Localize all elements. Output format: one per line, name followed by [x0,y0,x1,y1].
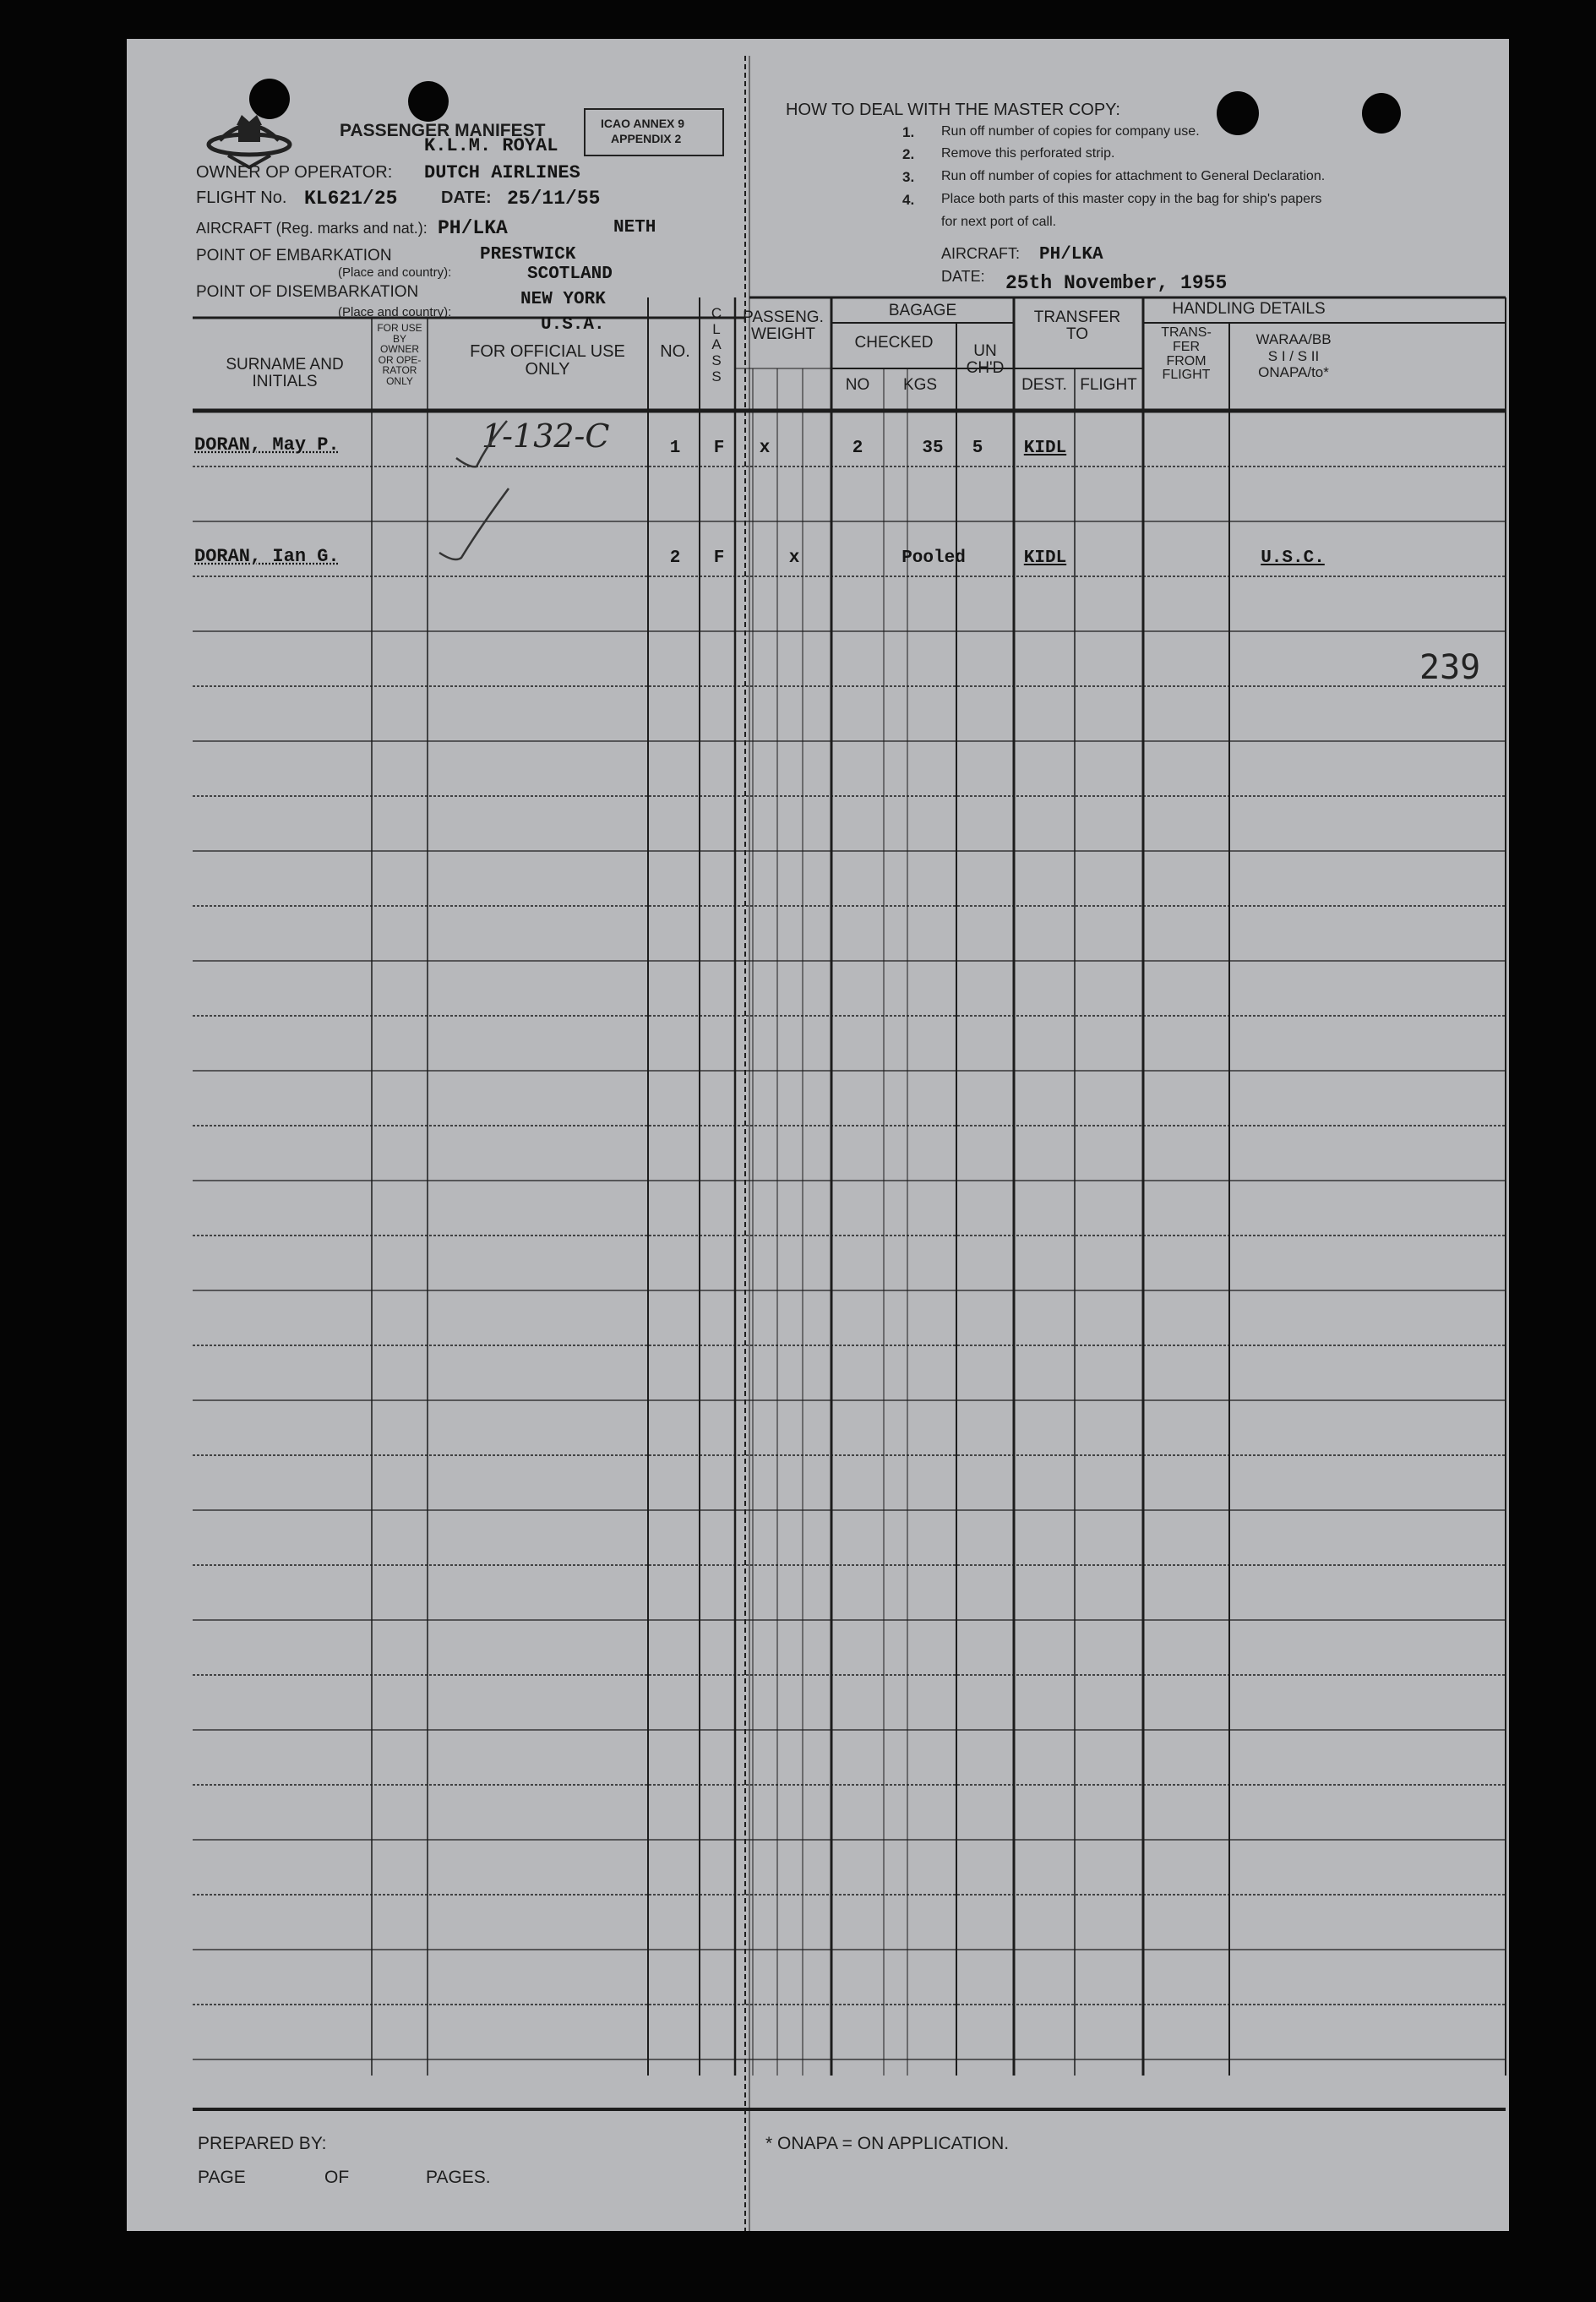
transfer-dest: KIDL [1023,548,1067,568]
prepared-by-label: PREPARED BY: [198,2134,327,2153]
header-dest: DEST. [1021,376,1067,394]
header-unchecked: UN CH'D [966,342,1005,377]
instruction-text: Place both parts of this master copy in the bag for ship's papers [941,192,1322,206]
flight-label: FLIGHT No. [196,188,287,207]
instruction-text: for next port of call. [941,215,1057,229]
passenger-class: F [713,439,725,458]
disembark-country: U.S.A. [541,315,605,335]
date-value: 25/11/55 [507,188,601,210]
disembark-place: NEW YORK [520,290,606,309]
checked-count: 2 [852,439,863,458]
page-label: PAGE [198,2168,246,2187]
instruction-number: 3. [902,169,915,185]
embark-place: PRESTWICK [480,245,576,265]
copy-date-label: DATE: [941,268,985,285]
check-mark-icon [436,485,512,561]
header-class: C L A S S [711,305,722,385]
copy-date-value: 25th November, 1955 [1005,272,1228,294]
instruction-text: Remove this perforated strip. [941,146,1115,161]
manifest-sheet [127,39,1509,2231]
aircraft-value: PH/LKA [438,217,508,239]
manifest-title: PASSENGER MANIFEST [340,121,546,140]
aircraft-nationality: NETH [613,218,656,237]
disembark-label: POINT OF DISEMBARKATION [196,283,419,301]
baggage-note: Pooled [901,548,966,568]
instruction-text: Run off number of copies for company use. [941,124,1200,139]
icao-annex: ICAO ANNEX 9 [601,117,685,130]
passenger-name: DORAN, Ian G. [194,546,340,567]
icao-appendix: APPENDIX 2 [611,132,682,145]
owner-value-line1: K.L.M. ROYAL [424,135,558,156]
passenger-name: DORAN, May P. [194,434,340,455]
header-transfer-from: TRANS- FER FROM FLIGHT [1161,325,1212,383]
instruction-number: 1. [902,124,915,140]
header-checked: CHECKED [854,334,934,352]
disembark-sublabel: (Place and country): [338,305,452,319]
owner-label: OWNER OP OPERATOR: [196,163,393,182]
icao-box [584,108,724,156]
header-owner-use: FOR USE BY OWNER OR OPE- RATOR ONLY [377,322,422,387]
passenger-class: F [713,548,725,568]
header-weight: PASSENG. WEIGHT [743,308,824,343]
instructions-title: HOW TO DEAL WITH THE MASTER COPY: [786,101,1120,119]
header-kgs: KGS [902,376,938,394]
handling-code: U.S.C. [1261,548,1325,568]
header-transfer-to: TRANSFER TO [1033,308,1121,343]
flight-value: KL621/25 [304,188,398,210]
owner-value-line2: DUTCH AIRLINES [424,162,580,183]
copy-aircraft-label: AIRCRAFT: [941,245,1021,262]
instruction-number: 2. [902,146,915,162]
unchecked-count: 5 [972,439,983,458]
date-label: DATE: [441,188,492,207]
instruction-text: Run off number of copies for attachment to General Declaration. [941,169,1326,183]
official-use-note: 1-132-C [482,417,610,455]
aircraft-label: AIRCRAFT (Reg. marks and nat.): [196,220,428,237]
stamp-number: 239 [1419,648,1481,687]
passenger-number: 1 [669,439,681,458]
header-surname: SURNAME AND INITIALS [226,356,344,390]
weight-mark: x [759,439,771,458]
header-waraa: WARAA/BB S I / S II ONAPA/to* [1256,331,1332,381]
onapa-note: * ONAPA = ON APPLICATION. [765,2134,1010,2153]
checked-kgs: 35 [922,439,944,458]
embark-label: POINT OF EMBARKATION [196,247,392,265]
header-flight: FLIGHT [1080,376,1137,394]
header-bagage: BAGAGE [888,302,957,319]
header-official-use: FOR OFFICIAL USE ONLY [470,342,625,379]
weight-mark: x [788,548,800,568]
of-label: OF [324,2168,350,2187]
header-checked-no: NO [845,376,870,394]
embark-sublabel: (Place and country): [338,265,452,280]
check-mark-icon [455,417,514,473]
header-no: NO. [660,342,690,361]
passenger-number: 2 [669,548,681,568]
transfer-dest: KIDL [1023,439,1067,458]
copy-aircraft-value: PH/LKA [1039,245,1103,265]
instruction-number: 4. [902,192,915,208]
pages-label: PAGES. [426,2168,491,2187]
embark-country: SCOTLAND [527,265,613,284]
header-handling: HANDLING DETAILS [1172,300,1326,318]
